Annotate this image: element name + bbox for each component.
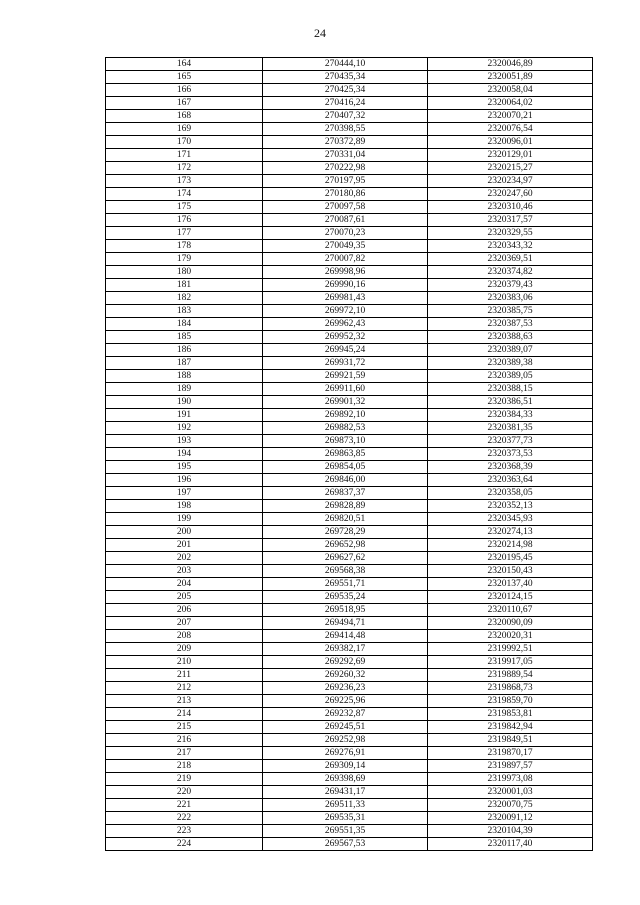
y-coordinate-cell: 2319842,94: [428, 721, 593, 734]
table-row: [106, 448, 593, 461]
y-coordinate-cell: 2319868,73: [428, 682, 593, 695]
x-coordinate-cell: 269292,69: [263, 656, 428, 669]
point-number-cell: 186: [106, 344, 263, 357]
x-coordinate-cell: 269511,33: [263, 799, 428, 812]
table-row: [106, 838, 593, 851]
x-coordinate-cell: 269232,87: [263, 708, 428, 721]
point-number-cell: 173: [106, 175, 263, 188]
x-coordinate-cell: 269952,32: [263, 331, 428, 344]
x-coordinate-cell: 269431,17: [263, 786, 428, 799]
point-number-cell: 214: [106, 708, 263, 721]
y-coordinate-cell: 2320386,51: [428, 396, 593, 409]
x-coordinate-cell: 269901,32: [263, 396, 428, 409]
table-row: [106, 344, 593, 357]
x-coordinate-cell: 269837,37: [263, 487, 428, 500]
x-coordinate-cell: 269535,31: [263, 812, 428, 825]
y-coordinate-cell: 2320377,73: [428, 435, 593, 448]
table-row: [106, 500, 593, 513]
point-number-cell: 184: [106, 318, 263, 331]
point-number-cell: 195: [106, 461, 263, 474]
table-row: [106, 552, 593, 565]
y-coordinate-cell: 2319870,17: [428, 747, 593, 760]
point-number-cell: 172: [106, 162, 263, 175]
y-coordinate-cell: 2320090,09: [428, 617, 593, 630]
x-coordinate-cell: 270444,10: [263, 58, 428, 71]
point-number-cell: 203: [106, 565, 263, 578]
y-coordinate-cell: 2319992,51: [428, 643, 593, 656]
x-coordinate-cell: 270407,32: [263, 110, 428, 123]
x-coordinate-cell: 269260,32: [263, 669, 428, 682]
y-coordinate-cell: 2320317,57: [428, 214, 593, 227]
y-coordinate-cell: 2320389,38: [428, 357, 593, 370]
table-row: [106, 240, 593, 253]
x-coordinate-cell: 269518,95: [263, 604, 428, 617]
table-row: [106, 305, 593, 318]
y-coordinate-cell: 2320368,39: [428, 461, 593, 474]
table-row: [106, 435, 593, 448]
x-coordinate-cell: 269863,85: [263, 448, 428, 461]
y-coordinate-cell: 2320329,55: [428, 227, 593, 240]
x-coordinate-cell: 269309,14: [263, 760, 428, 773]
point-number-cell: 174: [106, 188, 263, 201]
point-number-cell: 175: [106, 201, 263, 214]
x-coordinate-cell: 270070,23: [263, 227, 428, 240]
point-number-cell: 212: [106, 682, 263, 695]
point-number-cell: 222: [106, 812, 263, 825]
table-row: [106, 760, 593, 773]
x-coordinate-cell: 269551,35: [263, 825, 428, 838]
y-coordinate-cell: 2320214,98: [428, 539, 593, 552]
y-coordinate-cell: 2320234,97: [428, 175, 593, 188]
x-coordinate-cell: 269962,43: [263, 318, 428, 331]
y-coordinate-cell: 2320310,46: [428, 201, 593, 214]
point-number-cell: 207: [106, 617, 263, 630]
y-coordinate-cell: 2320389,07: [428, 344, 593, 357]
y-coordinate-cell: 2320385,75: [428, 305, 593, 318]
y-coordinate-cell: 2320124,15: [428, 591, 593, 604]
y-coordinate-cell: 2320274,13: [428, 526, 593, 539]
x-coordinate-cell: 270087,61: [263, 214, 428, 227]
y-coordinate-cell: 2320001,03: [428, 786, 593, 799]
point-number-cell: 193: [106, 435, 263, 448]
point-number-cell: 183: [106, 305, 263, 318]
table-row: [106, 110, 593, 123]
table-row: [106, 422, 593, 435]
x-coordinate-cell: 269945,24: [263, 344, 428, 357]
point-number-cell: 199: [106, 513, 263, 526]
point-number-cell: 180: [106, 266, 263, 279]
x-coordinate-cell: 269382,17: [263, 643, 428, 656]
y-coordinate-cell: 2320058,04: [428, 84, 593, 97]
y-coordinate-cell: 2320388,63: [428, 331, 593, 344]
y-coordinate-cell: 2320379,43: [428, 279, 593, 292]
y-coordinate-cell: 2319897,57: [428, 760, 593, 773]
y-coordinate-cell: 2320215,27: [428, 162, 593, 175]
x-coordinate-cell: 269921,59: [263, 370, 428, 383]
table-row: [106, 786, 593, 799]
table-row: [106, 630, 593, 643]
point-number-cell: 202: [106, 552, 263, 565]
table-row: [106, 708, 593, 721]
table-row: [106, 682, 593, 695]
x-coordinate-cell: 269931,72: [263, 357, 428, 370]
x-coordinate-cell: 270416,24: [263, 97, 428, 110]
x-coordinate-cell: 269972,10: [263, 305, 428, 318]
x-coordinate-cell: 269494,71: [263, 617, 428, 630]
table-row: [106, 825, 593, 838]
point-number-cell: 217: [106, 747, 263, 760]
y-coordinate-cell: 2320076,54: [428, 123, 593, 136]
point-number-cell: 221: [106, 799, 263, 812]
point-number-cell: 167: [106, 97, 263, 110]
x-coordinate-cell: 270425,34: [263, 84, 428, 97]
table-row: [106, 591, 593, 604]
point-number-cell: 169: [106, 123, 263, 136]
x-coordinate-cell: 269911,60: [263, 383, 428, 396]
x-coordinate-cell: 270222,98: [263, 162, 428, 175]
x-coordinate-cell: 269728,29: [263, 526, 428, 539]
point-number-cell: 198: [106, 500, 263, 513]
point-number-cell: 205: [106, 591, 263, 604]
y-coordinate-cell: 2320110,67: [428, 604, 593, 617]
point-number-cell: 223: [106, 825, 263, 838]
y-coordinate-cell: 2320387,53: [428, 318, 593, 331]
table-row: [106, 71, 593, 84]
x-coordinate-cell: 270007,82: [263, 253, 428, 266]
page-number: 24: [314, 26, 326, 40]
table-row: [106, 279, 593, 292]
x-coordinate-cell: 269252,98: [263, 734, 428, 747]
y-coordinate-cell: 2320373,53: [428, 448, 593, 461]
table-row: [106, 734, 593, 747]
table-row: [106, 799, 593, 812]
point-number-cell: 179: [106, 253, 263, 266]
table-row: [106, 513, 593, 526]
x-coordinate-cell: 270398,55: [263, 123, 428, 136]
point-number-cell: 192: [106, 422, 263, 435]
table-row: [106, 357, 593, 370]
x-coordinate-cell: 269236,23: [263, 682, 428, 695]
point-number-cell: 182: [106, 292, 263, 305]
table-row: [106, 136, 593, 149]
point-number-cell: 200: [106, 526, 263, 539]
table-row: [106, 396, 593, 409]
y-coordinate-cell: 2320117,40: [428, 838, 593, 851]
table-row: [106, 331, 593, 344]
point-number-cell: 190: [106, 396, 263, 409]
point-number-cell: 191: [106, 409, 263, 422]
y-coordinate-cell: 2320129,01: [428, 149, 593, 162]
y-coordinate-cell: 2320384,33: [428, 409, 593, 422]
coordinates-table: [105, 57, 593, 851]
point-number-cell: 181: [106, 279, 263, 292]
table-row: [106, 409, 593, 422]
point-number-cell: 176: [106, 214, 263, 227]
x-coordinate-cell: 270197,95: [263, 175, 428, 188]
x-coordinate-cell: 269568,38: [263, 565, 428, 578]
table-row: [106, 318, 593, 331]
x-coordinate-cell: 269882,53: [263, 422, 428, 435]
y-coordinate-cell: 2320247,60: [428, 188, 593, 201]
point-number-cell: 218: [106, 760, 263, 773]
y-coordinate-cell: 2320352,13: [428, 500, 593, 513]
x-coordinate-cell: 269567,53: [263, 838, 428, 851]
x-coordinate-cell: 269828,89: [263, 500, 428, 513]
y-coordinate-cell: 2320381,35: [428, 422, 593, 435]
y-coordinate-cell: 2320091,12: [428, 812, 593, 825]
point-number-cell: 197: [106, 487, 263, 500]
point-number-cell: 215: [106, 721, 263, 734]
table-row: [106, 175, 593, 188]
point-number-cell: 220: [106, 786, 263, 799]
y-coordinate-cell: 2319849,51: [428, 734, 593, 747]
y-coordinate-cell: 2320388,15: [428, 383, 593, 396]
point-number-cell: 219: [106, 773, 263, 786]
table-row: [106, 214, 593, 227]
table-row: [106, 695, 593, 708]
x-coordinate-cell: 269892,10: [263, 409, 428, 422]
x-coordinate-cell: 269398,69: [263, 773, 428, 786]
point-number-cell: 211: [106, 669, 263, 682]
y-coordinate-cell: 2319859,70: [428, 695, 593, 708]
table-row: [106, 84, 593, 97]
y-coordinate-cell: 2320150,43: [428, 565, 593, 578]
x-coordinate-cell: 270180,86: [263, 188, 428, 201]
y-coordinate-cell: 2319889,54: [428, 669, 593, 682]
table-row: [106, 292, 593, 305]
y-coordinate-cell: 2320020,31: [428, 630, 593, 643]
x-coordinate-cell: 269627,62: [263, 552, 428, 565]
x-coordinate-cell: 270435,34: [263, 71, 428, 84]
table-row: [106, 201, 593, 214]
table-row: [106, 721, 593, 734]
table-row: [106, 565, 593, 578]
table-row: [106, 656, 593, 669]
y-coordinate-cell: 2320345,93: [428, 513, 593, 526]
y-coordinate-cell: 2320389,05: [428, 370, 593, 383]
y-coordinate-cell: 2320369,51: [428, 253, 593, 266]
point-number-cell: 170: [106, 136, 263, 149]
y-coordinate-cell: 2320195,45: [428, 552, 593, 565]
x-coordinate-cell: 269998,96: [263, 266, 428, 279]
y-coordinate-cell: 2320064,02: [428, 97, 593, 110]
point-number-cell: 216: [106, 734, 263, 747]
y-coordinate-cell: 2319853,81: [428, 708, 593, 721]
point-number-cell: 185: [106, 331, 263, 344]
coordinates-table-body: [106, 58, 593, 851]
x-coordinate-cell: 269414,48: [263, 630, 428, 643]
point-number-cell: 204: [106, 578, 263, 591]
y-coordinate-cell: 2320343,32: [428, 240, 593, 253]
table-row: [106, 188, 593, 201]
y-coordinate-cell: 2320137,40: [428, 578, 593, 591]
y-coordinate-cell: 2320104,39: [428, 825, 593, 838]
y-coordinate-cell: 2320070,75: [428, 799, 593, 812]
table-row: [106, 526, 593, 539]
point-number-cell: 188: [106, 370, 263, 383]
table-row: [106, 812, 593, 825]
point-number-cell: 210: [106, 656, 263, 669]
y-coordinate-cell: 2320383,06: [428, 292, 593, 305]
table-row: [106, 617, 593, 630]
y-coordinate-cell: 2320070,21: [428, 110, 593, 123]
table-row: [106, 123, 593, 136]
point-number-cell: 224: [106, 838, 263, 851]
x-coordinate-cell: 270097,58: [263, 201, 428, 214]
table-row: [106, 253, 593, 266]
point-number-cell: 206: [106, 604, 263, 617]
table-row: [106, 747, 593, 760]
table-row: [106, 383, 593, 396]
x-coordinate-cell: 269652,98: [263, 539, 428, 552]
point-number-cell: 166: [106, 84, 263, 97]
point-number-cell: 196: [106, 474, 263, 487]
x-coordinate-cell: 269820,51: [263, 513, 428, 526]
point-number-cell: 189: [106, 383, 263, 396]
y-coordinate-cell: 2320363,64: [428, 474, 593, 487]
table-row: [106, 370, 593, 383]
table-row: [106, 58, 593, 71]
point-number-cell: 187: [106, 357, 263, 370]
x-coordinate-cell: 269981,43: [263, 292, 428, 305]
point-number-cell: 168: [106, 110, 263, 123]
point-number-cell: 164: [106, 58, 263, 71]
x-coordinate-cell: 269854,05: [263, 461, 428, 474]
y-coordinate-cell: 2320096,01: [428, 136, 593, 149]
point-number-cell: 201: [106, 539, 263, 552]
x-coordinate-cell: 270372,89: [263, 136, 428, 149]
table-row: [106, 97, 593, 110]
table-row: [106, 149, 593, 162]
x-coordinate-cell: 269873,10: [263, 435, 428, 448]
x-coordinate-cell: 270049,35: [263, 240, 428, 253]
table-row: [106, 773, 593, 786]
table-row: [106, 266, 593, 279]
point-number-cell: 178: [106, 240, 263, 253]
x-coordinate-cell: 269846,00: [263, 474, 428, 487]
table-row: [106, 474, 593, 487]
table-row: [106, 539, 593, 552]
point-number-cell: 194: [106, 448, 263, 461]
x-coordinate-cell: 269276,91: [263, 747, 428, 760]
table-row: [106, 461, 593, 474]
y-coordinate-cell: 2319973,08: [428, 773, 593, 786]
point-number-cell: 209: [106, 643, 263, 656]
table-row: [106, 227, 593, 240]
y-coordinate-cell: 2319917,05: [428, 656, 593, 669]
table-row: [106, 604, 593, 617]
x-coordinate-cell: 269535,24: [263, 591, 428, 604]
x-coordinate-cell: 269990,16: [263, 279, 428, 292]
table-row: [106, 669, 593, 682]
y-coordinate-cell: 2320051,89: [428, 71, 593, 84]
table-row: [106, 487, 593, 500]
x-coordinate-cell: 269225,96: [263, 695, 428, 708]
point-number-cell: 177: [106, 227, 263, 240]
point-number-cell: 208: [106, 630, 263, 643]
y-coordinate-cell: 2320046,89: [428, 58, 593, 71]
x-coordinate-cell: 269551,71: [263, 578, 428, 591]
point-number-cell: 171: [106, 149, 263, 162]
point-number-cell: 213: [106, 695, 263, 708]
point-number-cell: 165: [106, 71, 263, 84]
x-coordinate-cell: 270331,04: [263, 149, 428, 162]
x-coordinate-cell: 269245,51: [263, 721, 428, 734]
y-coordinate-cell: 2320358,05: [428, 487, 593, 500]
y-coordinate-cell: 2320374,82: [428, 266, 593, 279]
table-row: [106, 643, 593, 656]
table-row: [106, 578, 593, 591]
table-row: [106, 162, 593, 175]
